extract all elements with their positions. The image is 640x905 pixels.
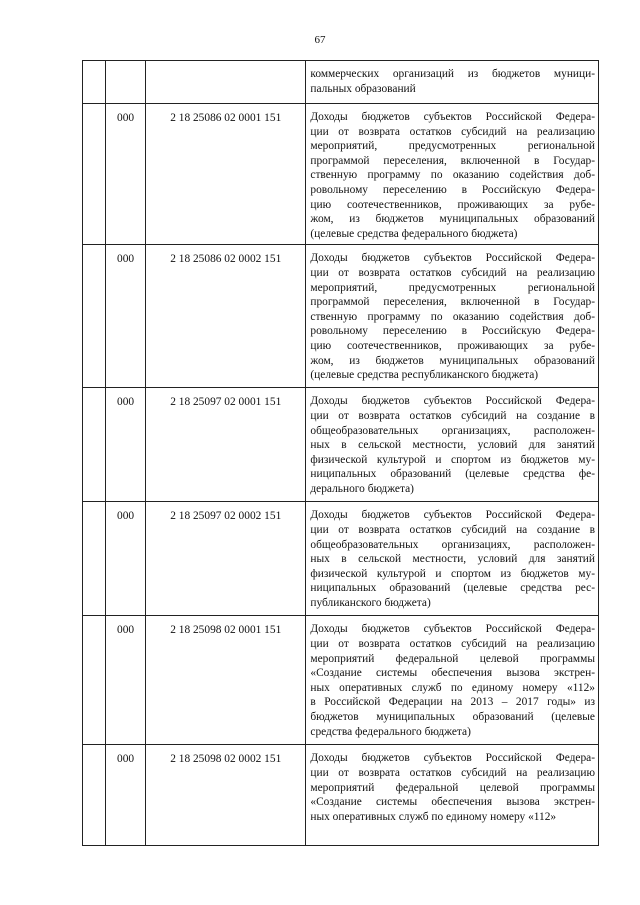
budget-code-cell: 2 18 25086 02 0002 151 [146,245,306,388]
income-name-line: программой переселения, включенной в Государ- [310,296,595,309]
income-name-line: ровольному переселению в Российскую Федера- [310,325,595,338]
page-number: 67 [314,34,326,46]
blank-cell [83,616,106,745]
income-name-line: публиканского бюджета) [310,596,431,609]
blank-cell [83,388,106,502]
blank-cell [83,245,106,388]
budget-code-cell: 2 18 25098 02 0002 151 [146,745,306,846]
income-name-cell [306,616,599,745]
income-name-cell [306,388,599,502]
blank-cell [83,104,106,245]
table-row [83,104,599,245]
admin-code-cell [106,61,146,104]
income-name-line: ниципальных образований (целевые средства фе- [310,468,595,481]
income-name-line: Доходы бюджетов субъектов Российской Федера- [310,252,595,265]
income-name-line: Доходы бюджетов субъектов Российской Федера- [310,752,595,765]
income-name-cell [306,245,599,388]
blank-cell [83,61,106,104]
admin-code-cell: 000 [106,745,146,846]
budget-code-cell: 2 18 25086 02 0001 151 [146,104,306,245]
income-name-line: ции от возврата остатков субсидий на реализацию [310,766,595,779]
income-name-line: ции от возврата остатков субсидий на реализацию [310,266,595,279]
table-row [83,616,599,745]
income-name-line: бюджетов муниципальных образований (целевые [310,710,595,723]
income-name-line: Доходы бюджетов субъектов Российской Федера- [310,623,595,636]
budget-code-table [82,60,599,846]
income-name-line: «Создание системы обеспечения вызова экстрен- [310,667,595,680]
income-name-line: Доходы бюджетов субъектов Российской Федера- [310,395,595,408]
income-name-line: жом, из бюджетов муниципальных образований [310,354,595,367]
income-name-line: в Российской Федерации на 2013 – 2017 годы» из [310,696,595,709]
blank-cell [83,502,106,616]
budget-code-cell [146,61,306,104]
income-name-line: цию соотечественников, проживающих за рубе- [310,198,595,211]
income-name-line: пальных образований [310,82,416,95]
income-name-line: дерального бюджета) [310,482,414,495]
income-name-line: (целевые средства федерального бюджета) [310,227,518,240]
budget-code-cell: 2 18 25097 02 0002 151 [146,502,306,616]
admin-code-cell: 000 [106,502,146,616]
income-name-cell [306,502,599,616]
budget-code-cell: 2 18 25097 02 0001 151 [146,388,306,502]
income-name-line: коммерческих организаций из бюджетов муници- [310,68,595,80]
table-row [83,61,599,104]
table-row [83,388,599,502]
income-name-line: ции от возврата остатков субсидий на реализацию [310,125,595,138]
income-name-line: ственную программу по оказанию содействия доб- [310,310,595,323]
admin-code-cell: 000 [106,616,146,745]
income-name-line: цию соотечественников, проживающих за рубе- [310,339,595,352]
admin-code-cell: 000 [106,245,146,388]
table-row [83,502,599,616]
admin-code-cell: 000 [106,388,146,502]
budget-code-cell: 2 18 25098 02 0001 151 [146,616,306,745]
income-name-cell [306,104,599,245]
income-name-line: ниципальных образований (целевые средства рес- [310,582,595,595]
income-name-line: физической культурой и спортом из бюджетов му- [310,567,595,580]
table-row [83,745,599,846]
income-name-line: жом, из бюджетов муниципальных образований [310,213,595,226]
income-name-line: программой переселения, включенной в Государ- [310,154,595,167]
income-name-cell [306,61,599,104]
income-name-line: ных оперативных служб по единому номеру «112» [310,681,595,694]
income-name-line: ции от возврата остатков субсидий на реализацию [310,637,595,650]
income-name-line: общеобразовательных организациях, расположен- [310,424,595,437]
income-name-line: ных в сельской местности, условий для занятий [310,553,595,566]
income-name-cell [306,745,599,846]
income-name-line: ных оперативных служб по единому номеру «112» [310,810,557,823]
income-name-line: Доходы бюджетов субъектов Российской Федера- [310,111,595,123]
income-name-line: мероприятий, предусмотренных региональной [310,281,595,294]
table-body [83,61,599,846]
income-name-line: общеобразовательных организациях, расположен- [310,538,595,551]
table-row [83,245,599,388]
income-name-line: Доходы бюджетов субъектов Российской Федера- [310,509,595,522]
income-name-line: ровольному переселению в Российскую Федера- [310,183,595,196]
income-name-line: ственную программу по оказанию содействия доб- [310,169,595,182]
income-name-line: ции от возврата остатков субсидий на создание в [310,409,595,422]
income-name-line: физической культурой и спортом из бюджетов му- [310,453,595,466]
income-name-line: мероприятий федеральной целевой программы [310,652,595,665]
blank-cell [83,745,106,846]
income-name-line: (целевые средства республиканского бюджета) [310,369,539,382]
income-name-line: ции от возврата остатков субсидий на создание в [310,523,595,536]
income-name-line: ных в сельской местности, условий для занятий [310,439,595,452]
income-name-line: «Создание системы обеспечения вызова экстрен- [310,796,595,809]
admin-code-cell: 000 [106,104,146,245]
income-name-line: мероприятий, предусмотренных региональной [310,140,595,153]
income-name-line: мероприятий федеральной целевой программы [310,781,595,794]
income-name-line: средства федерального бюджета) [310,725,471,738]
